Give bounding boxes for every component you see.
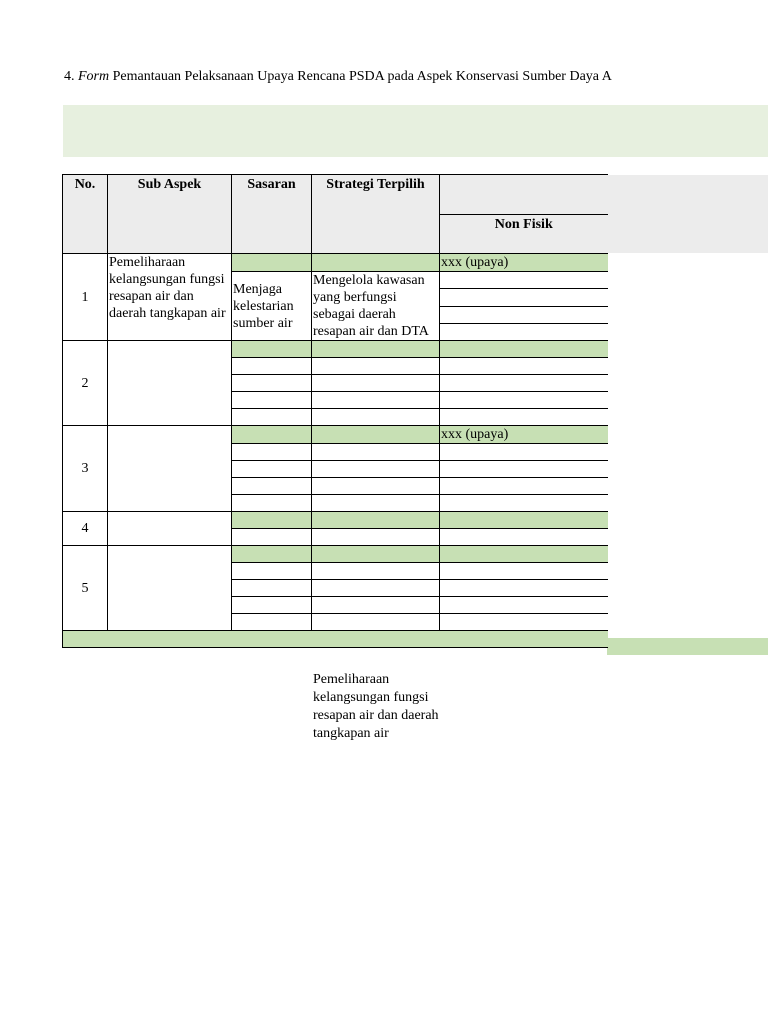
non-fisik-cell	[440, 306, 608, 323]
title-text: Pemantauan Pelaksanaan Upaya Rencana PSDA pada Aspek Konservasi Sumber Daya A	[112, 69, 612, 84]
green-cell	[232, 426, 312, 444]
monitoring-table	[62, 174, 608, 648]
cell	[440, 529, 608, 546]
cell	[312, 597, 440, 614]
header-no: No.	[63, 175, 108, 254]
row-number: 4	[63, 512, 108, 546]
cell	[312, 563, 440, 580]
cell	[312, 580, 440, 597]
non-fisik-cell	[440, 289, 608, 306]
green-cell	[312, 341, 440, 358]
table-row	[63, 426, 608, 444]
cell	[232, 614, 312, 631]
title-number: 4.	[64, 69, 75, 84]
footer-green-cell	[63, 631, 608, 648]
non-fisik-cell	[440, 341, 608, 358]
cell	[232, 375, 312, 392]
sub-aspek-cell	[108, 341, 232, 426]
footer-band	[607, 638, 768, 655]
row-number: 5	[63, 546, 108, 631]
cell	[312, 409, 440, 426]
green-cell	[232, 546, 312, 563]
cell	[440, 461, 608, 478]
cell	[232, 529, 312, 546]
table-row	[63, 254, 608, 272]
cell	[440, 375, 608, 392]
cell	[312, 478, 440, 495]
header-upaya-group	[440, 175, 608, 215]
header-non-fisik: Non Fisik	[440, 215, 608, 254]
cell	[312, 529, 440, 546]
page-title	[64, 69, 612, 85]
title-form-word: Form	[78, 69, 110, 84]
cell	[232, 392, 312, 409]
cell	[232, 409, 312, 426]
cell	[312, 495, 440, 512]
strategi-cell: Mengelola kawasan yang berfungsi sebagai daerah resapan air dan DTA	[312, 272, 440, 341]
cell	[232, 563, 312, 580]
cell	[440, 597, 608, 614]
cell	[312, 392, 440, 409]
green-cell	[232, 254, 312, 272]
cell	[232, 461, 312, 478]
cell	[440, 478, 608, 495]
cell	[232, 444, 312, 461]
green-cell	[312, 254, 440, 272]
non-fisik-cell: xxx (upaya)	[440, 426, 608, 444]
header-sasaran: Sasaran	[232, 175, 312, 254]
header-band	[63, 105, 768, 157]
non-fisik-cell	[440, 546, 608, 563]
footer-row	[63, 631, 608, 648]
cell	[312, 461, 440, 478]
sub-aspek-cell	[108, 512, 232, 546]
cell	[232, 478, 312, 495]
cell	[312, 444, 440, 461]
header-row	[63, 175, 608, 215]
cell	[312, 358, 440, 375]
cell	[440, 614, 608, 631]
cell	[440, 358, 608, 375]
green-cell	[312, 426, 440, 444]
non-fisik-cell	[440, 323, 608, 340]
sub-aspek-cell: Pemeliharaan kelangsungan fungsi resapan air dan daerah tangkapan air	[108, 254, 232, 341]
green-cell	[312, 512, 440, 529]
cell	[232, 495, 312, 512]
cell	[440, 495, 608, 512]
header-gray-band	[607, 175, 768, 253]
green-cell	[232, 512, 312, 529]
non-fisik-cell: xxx (upaya)	[440, 254, 608, 272]
green-cell	[232, 341, 312, 358]
non-fisik-cell	[440, 512, 608, 529]
cell	[440, 444, 608, 461]
table-row	[63, 546, 608, 563]
cell	[440, 392, 608, 409]
cell	[440, 580, 608, 597]
cell	[440, 409, 608, 426]
note-text: Pemeliharaan kelangsungan fungsi resapan air dan daerah tangkapan air	[313, 672, 439, 741]
row-number: 2	[63, 341, 108, 426]
table-row	[63, 341, 608, 358]
cell	[232, 580, 312, 597]
table-row	[63, 512, 608, 529]
non-fisik-cell	[440, 272, 608, 289]
green-cell	[312, 546, 440, 563]
cell	[440, 563, 608, 580]
sub-aspek-cell	[108, 426, 232, 512]
cell	[232, 597, 312, 614]
header-sub-aspek: Sub Aspek	[108, 175, 232, 254]
row-number: 3	[63, 426, 108, 512]
cell	[312, 614, 440, 631]
sasaran-cell: Menjaga kelestarian sumber air	[232, 272, 312, 341]
cell	[232, 358, 312, 375]
row-number: 1	[63, 254, 108, 341]
sub-aspek-cell	[108, 546, 232, 631]
cell	[312, 375, 440, 392]
header-strategi: Strategi Terpilih	[312, 175, 440, 254]
